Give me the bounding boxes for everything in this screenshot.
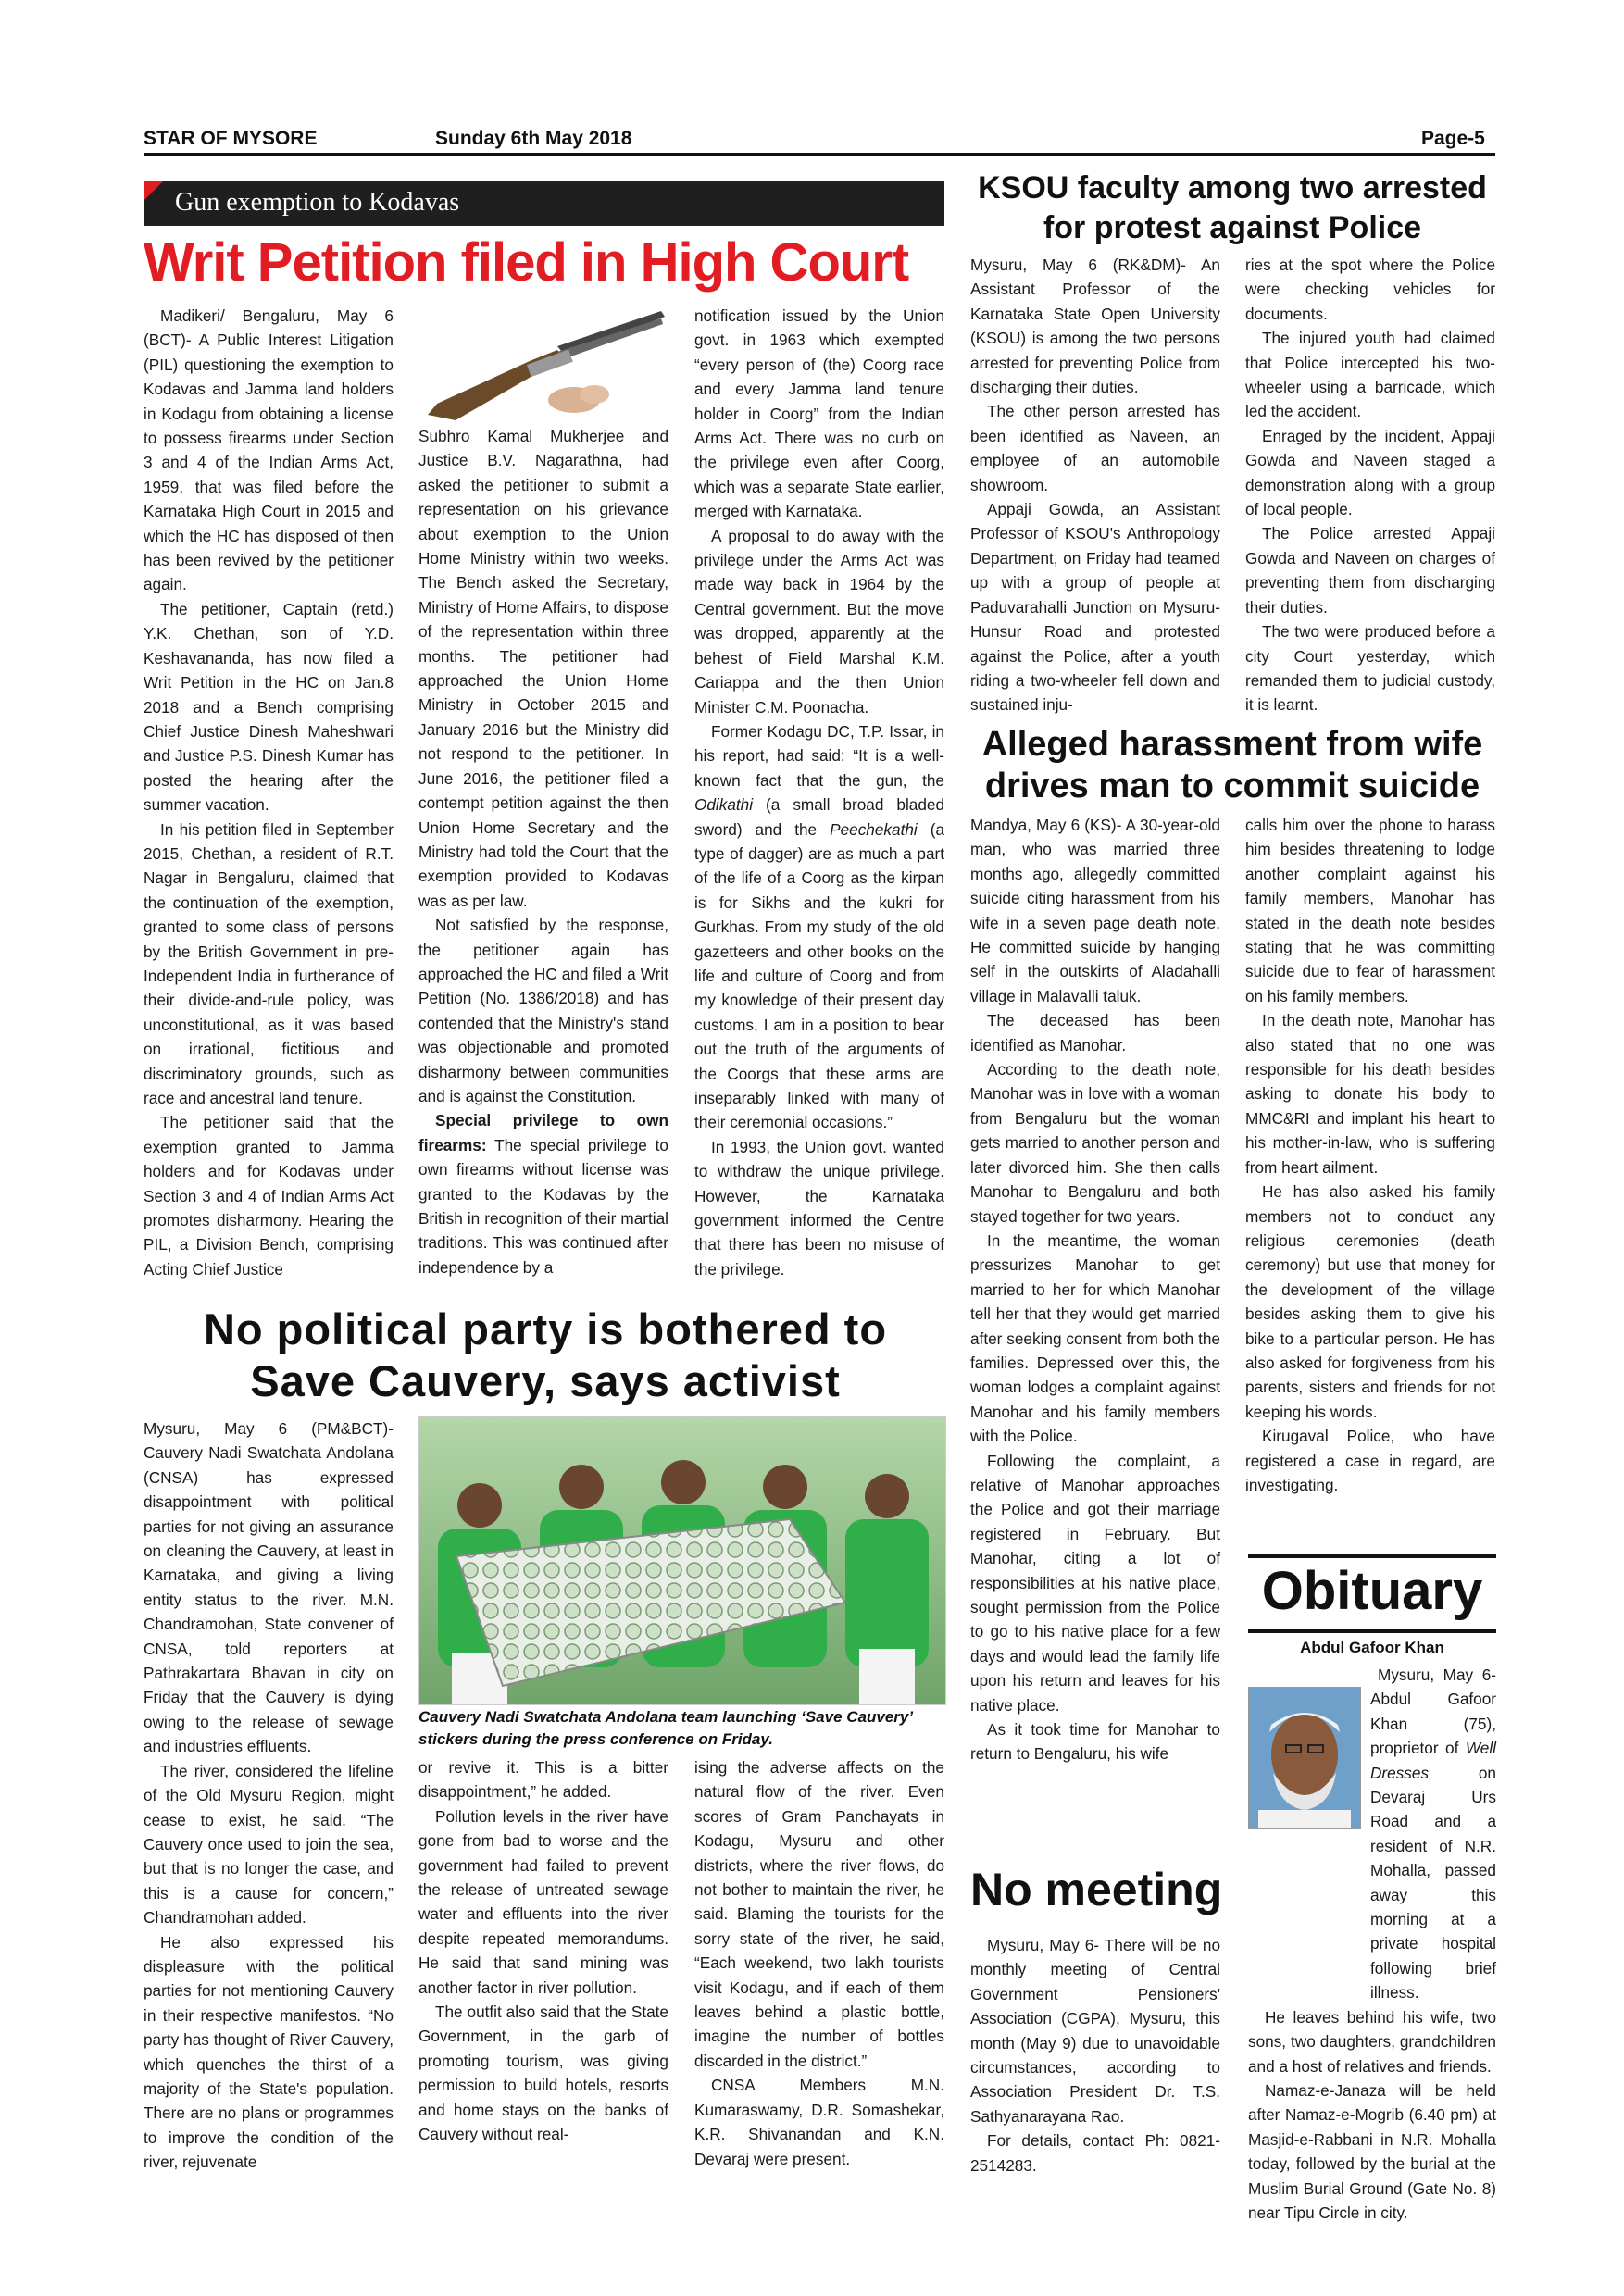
sub-text: The special privilege to own firearms without license was granted to the Kodavas by the British in recognition of their martial traditions. This was continued after independence by a xyxy=(418,1135,668,1277)
obituary-headline: Obituary xyxy=(1261,1561,1483,1621)
paragraph: Pollution levels in the river have gone from bad to worse and the government had failed to prevent the release of untreated sewage water and effluents into the river despite repeated memorandums. He said that sand mining was another factor in river pollution. xyxy=(418,1806,668,1997)
writ-col-3 xyxy=(694,304,944,1281)
sub-head: Special privilege to own firearms: xyxy=(418,1111,668,1154)
paragraph: Madikeri/ Bengaluru, May 6 (BCT)- A Public Interest Litigation (PIL) questioning the exemption to Kodavas and Jamma land holders in Kodagu from obtaining a license to possess firearms under Section 3 and 4 of the Indian Arms Act, 1959, that was filed before the Karnataka High Court in 2015 and which the HC has disposed of then has been revived by the petitioner again. xyxy=(144,306,394,594)
paragraph: In the death note, Manohar has also stated that no one was responsible for his death besides asking to donate his body to MMC&RI and implant his heart to his mother-in-law, who is suffering from heart ailment. xyxy=(1245,1011,1495,1177)
paragraph: Not satisfied by the response, the petitioner again has approached the HC and filed a Writ Petition (No. 1386/2018) and has contended that the Ministry's stand was objectionable and promoted disharmony between communities and is against the Constitution. xyxy=(418,916,668,1105)
paragraph: The petitioner, Captain (retd.) Y.K. Chethan, son of Y.D. Keshavananda, has now filed a Writ Petition in the HC on Jan.8 2018 and a Bench comprising Chief Justice Dinesh Maheshwari and Justice P.S. Dinesh Kumar has posted the hearing after the summer vacation. xyxy=(144,599,394,815)
paragraph: The deceased has been identified as Manohar. xyxy=(970,1011,1220,1054)
ksou-col-1 xyxy=(970,253,1220,718)
cauvery-photo-caption: Cauvery Nadi Swatchata Andolana team launching ‘Save Cauvery’ stickers during the press conference on Friday. xyxy=(418,1708,913,1748)
paragraph: Namaz-e-Janaza will be held after Namaz-e-Mogrib (6.40 pm) at Masjid-e-Rabbani in N.R. Mohalla today, followed by the burial at the Muslim Burial Ground (Gate No. 8) near Tipu Circle in city. xyxy=(1248,2080,1496,2222)
masthead-rule xyxy=(144,153,1495,156)
suicide-headline: Alleged harassment from wife drives man to commit suicide xyxy=(981,725,1483,805)
kicker-text: Gun exemption to Kodavas xyxy=(175,188,460,217)
paragraph: The river, considered the lifeline of the Old Mysuru Region, might cease to exist, he said. “The Cauvery once used to join the sea, but that is no longer the case, and this is a cause for concern,” Chandramohan added. xyxy=(144,1761,394,1928)
paragraph: According to the death note, Manohar was in love with a woman from Bengaluru but the woman gets married to another person and later divorced him. She then calls Manohar to Bengaluru and both stayed together for two years. xyxy=(970,1060,1220,1226)
obituary-body xyxy=(1248,1663,1496,2225)
paragraph: Appaji Gowda, an Assistant Professor of KSOU's Anthropology Department, on Friday had teamed up with a group of people at Paduvarahalli Junction on Mysuru-Hunsur Road and protested against the Police, after a youth riding a two-wheeler fell down and sustained inju- xyxy=(970,500,1220,715)
paragraph: calls him over the phone to harass him besides threatening to lodge another complaint against his family members, Manohar has stated in the death note besides stating that he was committing suicide due to fear of harassment on his family members. xyxy=(1245,816,1495,1005)
writ-col-2 xyxy=(418,424,668,1279)
writ-headline: Writ Petition filed in High Court xyxy=(144,232,909,293)
page-number: Page-5 xyxy=(1421,128,1485,149)
ksou-col-2 xyxy=(1245,253,1495,718)
writ-col-1 xyxy=(144,304,394,1281)
cauvery-col-3 xyxy=(694,1755,944,2171)
kicker-corner xyxy=(144,181,164,201)
paragraph: He leaves behind his wife, two sons, two daughters, grandchildren and a host of relatives and friends. xyxy=(1248,2007,1496,2076)
paragraph: Subhro Kamal Mukherjee and Justice B.V. Nagarathna, had asked the petitioner to submit a representation on his grievance about exemption to the Union Home Ministry within two weeks. The Bench asked the Secretary, Ministry of Home Affairs, to dispose of the representation within three months. The petitioner had approached the Union Home Ministry in October 2015 and January 2016 but the Ministry did not respond to the petitioner. In June 2016, the petitioner filed a contempt petition against the then Union Home Secretary and the Ministry had told the Court that the exemption provided to Kodavas was as per law. xyxy=(418,427,668,910)
cauvery-col-2 xyxy=(418,1755,668,2147)
paragraph: The other person arrested has been identified as Naveen, an employee of an automobile showroom. xyxy=(970,402,1220,494)
ksou-headline: KSOU faculty among two arrested for protest against Police xyxy=(978,170,1487,245)
paragraph: In 1993, the Union govt. wanted to withdraw the unique privilege. However, the Karnataka government informed the Centre that there has been no misuse of the privilege. xyxy=(694,1137,944,1279)
paragraph: Mysuru, May 6- Abdul Gafoor Khan (75), proprietor of Well Dresses on Devaraj Urs Road and a resident of N.R. Mohalla, passed away this morning at a private hospital following brief illness. xyxy=(1370,1666,1496,2003)
paragraph: Mysuru, May 6- There will be no monthly meeting of Central Government Pensioners' Association (CGPA), Mysuru, this month (May 9) due to unavoidable circumstances, according to Association President Dr. T.S. Sathyanarayana Rao. xyxy=(970,1936,1220,2126)
paragraph: As it took time for Manohar to return to Bengaluru, his wife xyxy=(970,1720,1220,1764)
paragraph: Following the complaint, a relative of Manohar approaches the Police and got their marriage registered in February. But Manohar, citing a lot of responsibilities at his native place, sought permission from the Police to go to his native place for a few days and would lead the family life upon his return and leaves for his native place. xyxy=(970,1451,1220,1715)
team-photo-image xyxy=(419,1417,945,1704)
kicker-bar xyxy=(144,181,944,226)
paragraph: The injured youth had claimed that Police intercepted his two-wheeler using a barricade, which led the accident. xyxy=(1245,329,1495,421)
paragraph: or revive it. This is a bitter disappointment,” he added. xyxy=(418,1758,668,1802)
paragraph xyxy=(418,1108,668,1279)
paragraph: ising the adverse affects on the natural flow of the river. Even scores of Gram Panchayats in Kodagu, Mysuru and other districts, where the river flows, do not bother to maintain the river, he said. Blaming the tourists for the sorry state of the river, he said, “Each weekend, two lakh tourists visit Kodagu, and if each of them leaves behind a plastic bottle, imagine the number of bottles discarded in the district.” xyxy=(694,1758,944,2070)
paragraph: Mysuru, May 6 (PM&BCT)- Cauvery Nadi Swatchata Andolana (CNSA) has expressed disappointment with political parties for not giving an assurance on cleaning the Cauvery, at least in Karnataka, and giving a living entity status to the river. M.N. Chandramohan, State convener of CNSA, told reporters at Pathrakartara Bhavan in city on Friday that the Cauvery is dying owing to the release of sewage and industries effluents. xyxy=(144,1419,394,1756)
cauvery-team-photo xyxy=(418,1416,946,1705)
obituary-top-rule xyxy=(1248,1554,1496,1558)
paragraph: ries at the spot where the Police were checking vehicles for documents. xyxy=(1245,256,1495,323)
paragraph: He also expressed his displeasure with the political parties for not mentioning Cauvery in their respective manifestos. “No party has thought of River Cauvery, which quenches the thirst of a majority of the State's population. There are no plans or programmes to improve the condition of the river, rejuvenate xyxy=(144,1932,394,2172)
paragraph: The Police arrested Appaji Gowda and Naveen on charges of preventing them from discharging their duties. xyxy=(1245,524,1495,617)
issue-date: Sunday 6th May 2018 xyxy=(435,128,632,149)
obituary-name: Abdul Gafoor Khan xyxy=(1300,1639,1444,1656)
cauvery-headline: No political party is bothered to Save Cauvery, says activist xyxy=(203,1304,888,1405)
paragraph: CNSA Members M.N. Kumaraswamy, D.R. Somashekar, K.R. Shivanandan and K.N. Devaraj were present. xyxy=(694,2076,944,2168)
cauvery-col-1 xyxy=(144,1416,394,2175)
meeting-body xyxy=(970,1933,1220,2177)
shotgun-image xyxy=(418,304,668,424)
gun-photo xyxy=(418,304,668,424)
meeting-headline: No meeting xyxy=(970,1864,1223,1915)
paper-name: STAR OF MYSORE xyxy=(144,128,318,149)
paragraph: The two were produced before a city Court yesterday, which remanded them to judicial custody, it is learnt. xyxy=(1245,622,1495,715)
paragraph: The outfit also said that the State Government, in the garb of promoting tourism, was giving permission to build hotels, resorts and home stays on the banks of Cauvery without real- xyxy=(418,2003,668,2144)
suicide-col-1 xyxy=(970,813,1220,1766)
paragraph: In the meantime, the woman pressurizes Manohar to get married to her for which Manohar tell her that they would get married after seeking consent from both the families. Depressed over this, the woman lodges a complaint against Manohar and his family members with the Police. xyxy=(970,1230,1220,1446)
paragraph: He has also asked his family members not to conduct any religious ceremonies (death ceremony) but use that money for the development of the village besides asking them to give his bike to a particular person. He has also asked for forgiveness from his parents, sisters and friends for not keeping his words. xyxy=(1245,1182,1495,1421)
paragraph: A proposal to do away with the privilege under the Arms Act was made way back in 1964 by the Central government. But the move was dropped, apparently at the behest of Field Marshal K.M. Cariappa and the then Union Minister C.M. Poonacha. xyxy=(694,526,944,717)
paragraph: notification issued by the Union govt. in 1963 which exempted “every person of (the) Coorg race and every Jamma land tenure holder in Coorg” from the Indian Arms Act. There was no curb on the privilege even after Coorg, which was a separate State earlier, merged with Karnataka. xyxy=(694,306,944,521)
paragraph: Former Kodagu DC, T.P. Issar, in his report, had said: “It is a well-known fact that the gun, the Odikathi (a small broad bladed sword) and the Peechekathi (a type of dagger) are as much a part of the life of a Coorg as the kirpan is for Sikhs and the kukri for Gurkhas. From my study of the old gazetteers and other books on the life and culture of Coorg and from my knowledge of their present day customs, I am in a position to bear out the truth of the arguments of the Coorgs that these arms are inseparably linked with many of their ceremonial occasions.” xyxy=(694,721,945,1132)
paragraph: For details, contact Ph: 0821-2514283. xyxy=(970,2131,1220,2175)
paragraph: Enraged by the incident, Appaji Gowda and Naveen staged a demonstration along with a group of local people. xyxy=(1245,426,1495,519)
obituary-bottom-rule xyxy=(1248,1629,1496,1633)
paragraph: The petitioner said that the exemption granted to Jamma holders and for Kodavas under Section 3 and 4 of Indian Arms Act promotes disharmony. Hearing the PIL, a Division Bench, comprising Acting Chief Justice xyxy=(144,1113,394,1279)
suicide-col-2 xyxy=(1245,813,1495,1497)
paragraph: Kirugaval Police, who have registered a case in regard, are investigating. xyxy=(1245,1427,1495,1494)
paragraph: Mysuru, May 6 (RK&DM)- An Assistant Professor of the Karnataka State Open University (KSOU) is among the two persons arrested for preventing Police from discharging their duties. xyxy=(970,256,1220,397)
paragraph: Mandya, May 6 (KS)- A 30-year-old man, who was married three months ago, allegedly committed suicide citing harassment from his wife in a seven page death note. He committed suicide by hanging self in the outskirts of Aladahalli village in Malavalli taluk. xyxy=(970,816,1220,1005)
paragraph: In his petition filed in September 2015, Chethan, a resident of R.T. Nagar in Bengaluru, claimed that the continuation of the exemption, granted to some class of persons by the British Government in pre-Independent India in furtherance of their divide-and-rule policy, was unconstitutional, as it was based on irrational, fictitious and discriminatory grounds, such as race and ancestral land tenure. xyxy=(144,819,394,1107)
